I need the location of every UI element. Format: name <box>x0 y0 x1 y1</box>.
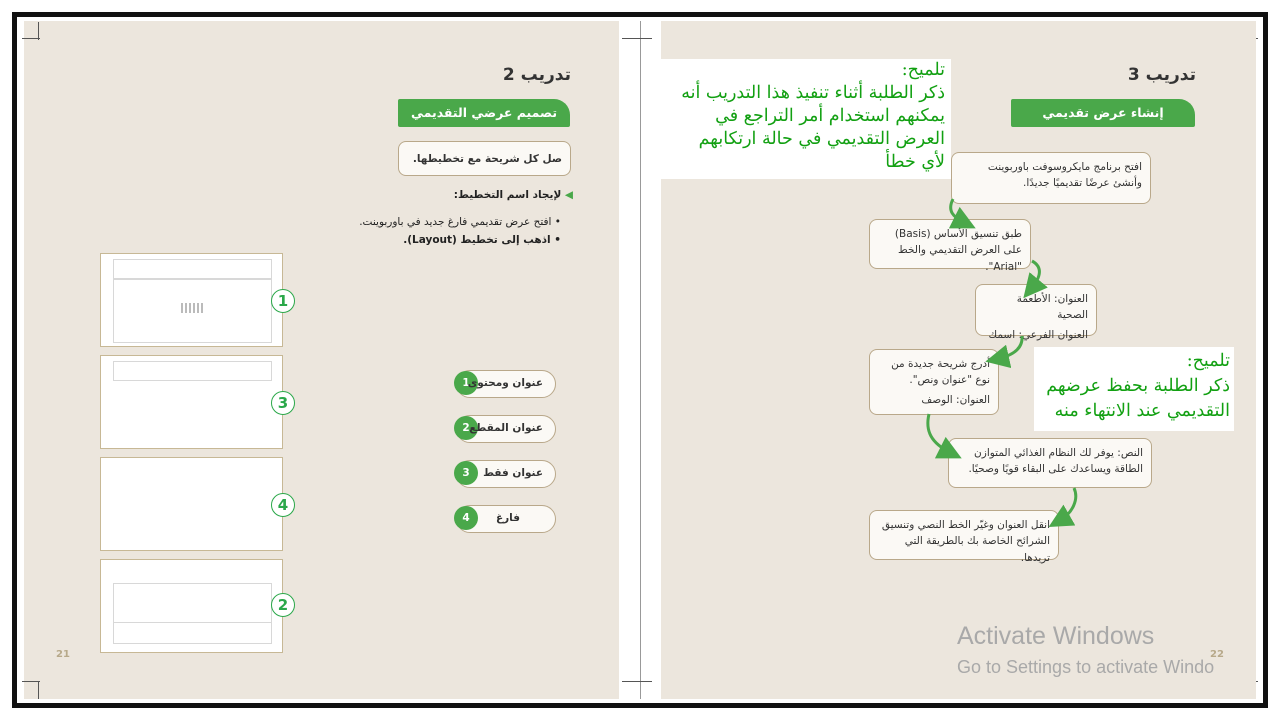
activate-windows-subtitle: Go to Settings to activate Windo <box>957 657 1215 677</box>
step-box-3: العنوان: الأطعمة الصحية العنوان الفرعي: اسمك <box>975 284 1097 336</box>
step-box-1: افتح برنامج مايكروسوفت باوربوينت وأنشئ عرضًا تقديميًا جديدًا. <box>951 152 1151 204</box>
layout-option: 1 عنوان ومحتوى <box>456 370 556 398</box>
page-number: 22 <box>1210 649 1224 660</box>
sub-heading: ◀ لإيجاد اسم التخطيط: <box>453 189 573 201</box>
page-gutter <box>640 21 641 699</box>
page-number: 21 <box>56 649 70 660</box>
slide-number-circle: 4 <box>271 493 295 517</box>
instruction-box <box>398 141 571 176</box>
slide-thumbnail-1 <box>100 253 283 347</box>
left-page-heading: تدريب 2 <box>502 65 571 85</box>
bullet-2: • اذهب إلى تخطيط (Layout). <box>403 234 561 246</box>
layout-option: 3 عنوان فقط <box>456 460 556 488</box>
activate-windows-title: Activate Windows <box>957 622 1155 650</box>
tip-note-2: تلميح: ذكر الطلبة بحفظ عرضهم التقديمي عند الانتهاء منه <box>1034 347 1234 431</box>
left-page-banner: تصميم عرضي التقديمي <box>398 99 570 127</box>
layout-option: 2 عنوان المقطع <box>456 415 556 443</box>
step-box-4: أدرج شريحة جديدة من نوع "عنوان ونص". العنوان: الوصف <box>869 349 999 415</box>
instruction-text: صل كل شريحة مع تخطيطها. <box>412 153 562 165</box>
slide-number-circle: 2 <box>271 593 295 617</box>
step-box-5: النص: يوفر لك النظام الغذائي المتوازن الطاقة ويساعدك على البقاء قويًا وصحيًا. <box>948 438 1152 488</box>
crop-mark <box>622 681 652 682</box>
layout-option: 4 فارغ <box>456 505 556 533</box>
sub-heading-text: لإيجاد اسم التخطيط: <box>453 189 562 201</box>
crop-mark <box>38 681 39 699</box>
crop-mark <box>622 38 652 39</box>
slide-number-circle: 1 <box>271 289 295 313</box>
step-box-6: انقل العنوان وغيّر الخط النصي وتنسيق الشرائح الخاصة بك بالطريقة التي تريدها. <box>869 510 1059 560</box>
step-box-2: طبق تنسيق الأساس (Basis) على العرض التقديمي والخط "Arial". <box>869 219 1031 269</box>
slide-number-circle: 3 <box>271 391 295 415</box>
slide-thumbnail-3 <box>100 457 283 551</box>
left-page <box>24 21 619 699</box>
crop-mark <box>38 22 39 40</box>
slide-thumbnail-2 <box>100 355 283 449</box>
slide-thumbnail-4 <box>100 559 283 653</box>
right-page-banner: إنشاء عرض تقديمي <box>1011 99 1195 127</box>
bullet-1: • افتح عرض تقديمي فارغ جديد في باوربوينت. <box>359 216 561 228</box>
right-page-heading: تدريب 3 <box>1127 65 1196 85</box>
tip-note-1: تلميح: ذكر الطلبة أثناء تنفيذ هذا التدريب أنه يمكنهم استخدام أمر التراجع في العرض التقديمي في حالة ارتكابهم لأي خطأ <box>661 59 951 179</box>
